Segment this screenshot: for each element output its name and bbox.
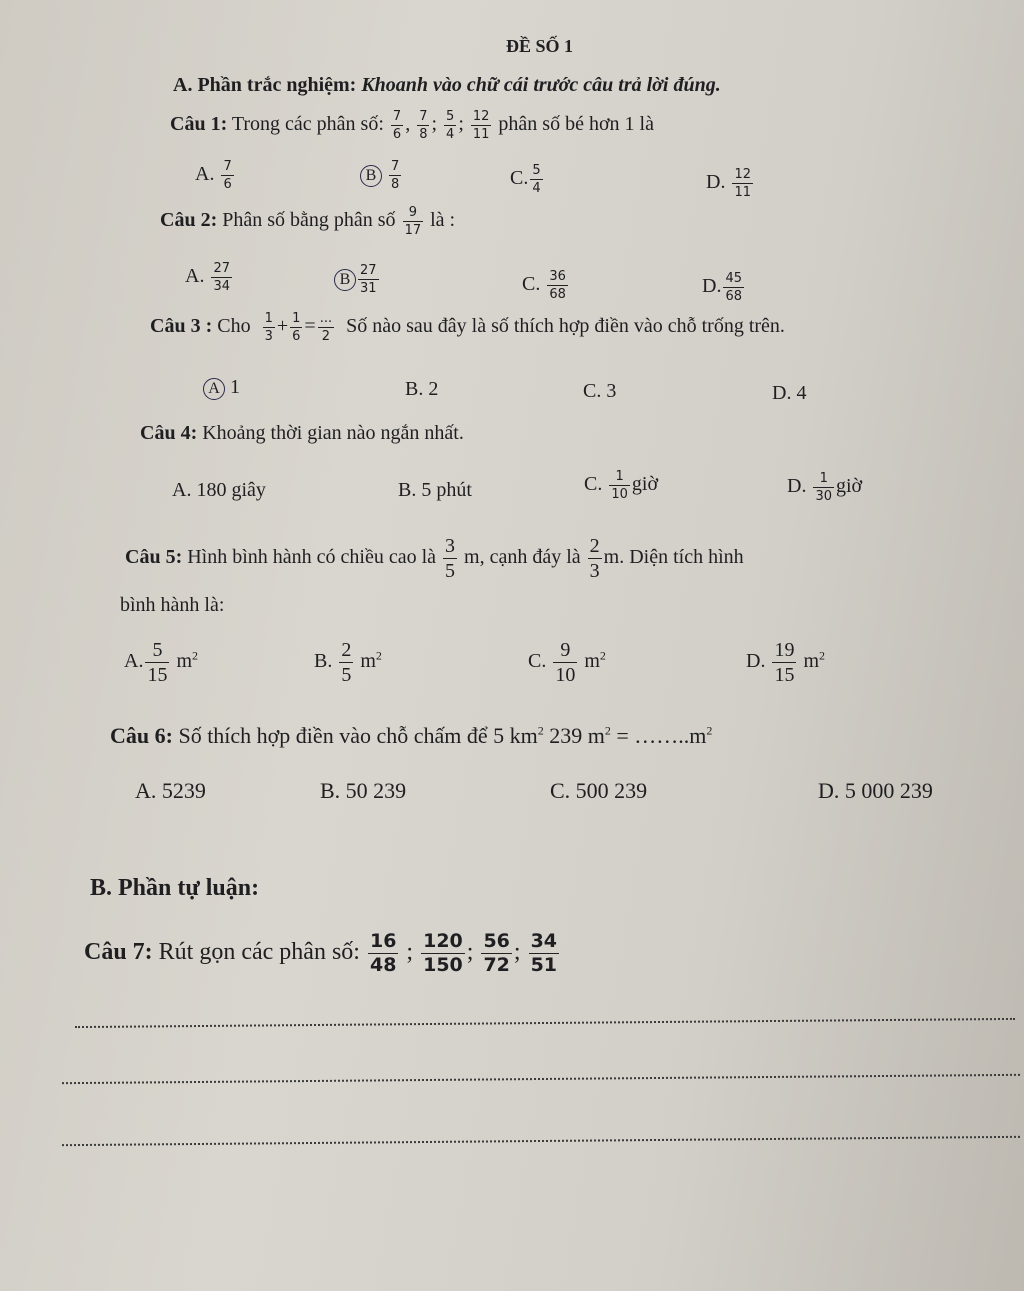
- question-2: Câu 2: Phân số bằng phân số $\frac{9}{17}$ là :: [160, 205, 456, 238]
- part-a-heading: [173, 74, 721, 97]
- q2-text: Phân số bằng phân số: [222, 209, 396, 232]
- answer-line[interactable]: [62, 1136, 1020, 1146]
- q1-tail: phân số bé hơn 1 là: [498, 113, 654, 136]
- q3-label: Câu 3 :: [150, 315, 213, 338]
- q5-option-a[interactable]: A. $\frac{5}{15}$ $m^2$: [124, 639, 199, 686]
- q2-option-b[interactable]: B $\frac{27}{31}$: [334, 264, 381, 295]
- q1-option-a[interactable]: A. $\frac{7}{6}$: [195, 159, 232, 192]
- answer-line[interactable]: [75, 1018, 1015, 1028]
- q4-option-b[interactable]: B. 5 phút: [398, 479, 472, 501]
- q1-option-b[interactable]: B $\frac{7}{8}$: [360, 160, 403, 191]
- question-5: Câu 5: Hình bình hành có chiều cao là $\frac{3}{5}$ m, cạnh đáy là $\frac{2}{3}$ m. Diện tích hình: [125, 535, 744, 582]
- answer-line[interactable]: [62, 1074, 1020, 1084]
- q6-label: Câu 6:: [110, 723, 173, 748]
- q1-fraction: $\frac{7}{6}$: [392, 109, 402, 142]
- q5-option-d[interactable]: D. $\frac{19}{15}$ $m^2$: [746, 639, 826, 686]
- q1-option-c[interactable]: C. $\frac{5}{4}$: [510, 163, 541, 196]
- q5-option-b[interactable]: B. $\frac{2}{5}$ $m^2$: [314, 639, 382, 686]
- answer-circle: B: [360, 165, 382, 187]
- page-title: ĐỀ SỐ 1: [506, 36, 574, 56]
- q7-text: Rút gọn các phân số:: [158, 939, 360, 966]
- q7-label: Câu 7:: [84, 939, 153, 966]
- q2-option-c[interactable]: C. $\frac{36}{68}$: [522, 269, 566, 302]
- q3-option-c[interactable]: C. 3: [583, 380, 617, 402]
- q5-line-2: bình hành là:: [120, 594, 225, 616]
- question-6: Câu 6: Số thích hợp điền vào chỗ chấm để 5 $km^2$ 239 $m^2$ = $\dots\dots..m^2$: [110, 723, 713, 748]
- q4-option-a[interactable]: A. 180 giây: [172, 479, 266, 501]
- q1-option-d[interactable]: D. $\frac{12}{11}$: [706, 167, 751, 200]
- question-3: Câu 3 : Cho $\frac{1}{3}$ + $\frac{1}{6}$ = $\frac{...}{2}$ Số nào sau đây là số thích hợp điền vào chỗ trống trên.: [150, 311, 785, 344]
- q1-fraction: $\frac{12}{11}$: [472, 109, 490, 142]
- q6-option-b[interactable]: B. 50 239: [320, 778, 407, 803]
- q5-option-c[interactable]: C. $\frac{9}{10}$ $m^2$: [528, 639, 606, 686]
- question-4: [140, 422, 464, 445]
- q6-option-d[interactable]: D. 5 000 239: [818, 778, 933, 803]
- q5-label: Câu 5:: [125, 546, 183, 569]
- question-1: Câu 1: Trong các phân số: $\frac{7}{6}$ , $\frac{7}{8}$ ; $\frac{5}{4}$ ; $\frac{12}{11}$ phân số bé hơn 1 là: [170, 109, 654, 142]
- part-a-instruction: Khoanh vào chữ cái trước câu trả lời đúng.: [361, 74, 721, 96]
- part-b-heading: B. Phần tự luận:: [90, 875, 260, 901]
- part-a-label: A. Phần trắc nghiệm:: [173, 74, 357, 96]
- q3-option-a[interactable]: A 1: [203, 376, 240, 400]
- q2-option-a[interactable]: A. $\frac{27}{34}$: [185, 261, 230, 294]
- q4-label: Câu 4:: [140, 422, 198, 444]
- q1-label: Câu 1:: [170, 113, 228, 136]
- q6-option-c[interactable]: C. 500 239: [550, 778, 648, 803]
- question-7: Câu 7: Rút gọn các phân số: $\frac{16}{48}$ ; $\frac{120}{150}$ ; $\frac{56}{72}$ ; $\frac{34}{51}$: [84, 930, 558, 976]
- q4-text: Khoảng thời gian nào ngắn nhất.: [202, 422, 464, 444]
- q3-option-d[interactable]: D. 4: [772, 382, 807, 404]
- q2-tail: là :: [430, 209, 456, 232]
- q1-fraction: $\frac{5}{4}$: [446, 109, 455, 142]
- q6-option-a[interactable]: A. 5239: [135, 778, 206, 803]
- q3-tail: Số nào sau đây là số thích hợp điền vào chỗ trống trên.: [346, 315, 785, 338]
- q1-fraction: $\frac{7}{8}$: [419, 109, 428, 142]
- q1-text: Trong các phân số:: [231, 113, 384, 136]
- q4-option-c[interactable]: C. $\frac{1}{10}$ giờ: [584, 469, 659, 502]
- answer-circle: B: [334, 269, 356, 291]
- q4-option-d[interactable]: D. $\frac{1}{30}$ giờ: [787, 471, 863, 504]
- answer-circle: A: [203, 378, 225, 400]
- q2-label: Câu 2:: [160, 209, 218, 232]
- q3-option-b[interactable]: B. 2: [405, 378, 439, 400]
- q2-option-d[interactable]: D. $\frac{45}{68}$: [702, 271, 742, 304]
